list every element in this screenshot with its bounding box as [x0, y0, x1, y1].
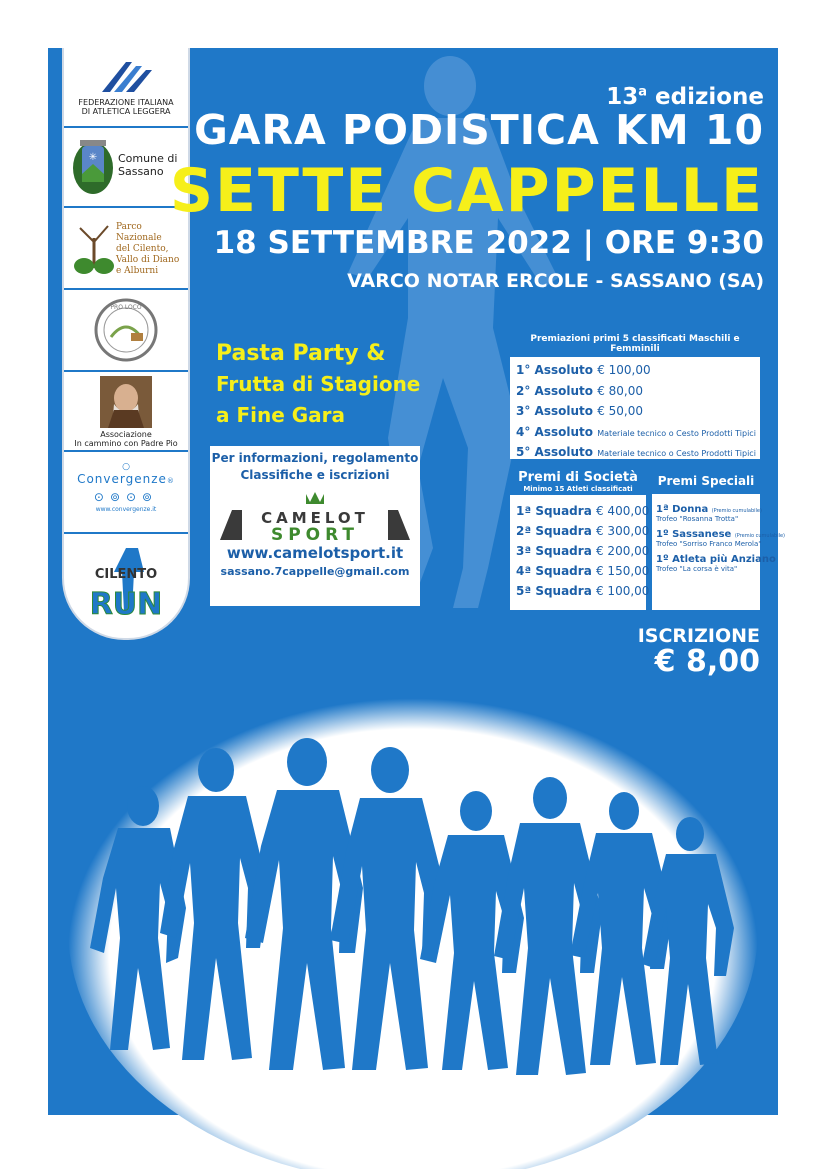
comune-line1: Comune di [118, 152, 178, 165]
brand-line2: SPORT [270, 525, 360, 545]
prize-position: 5° [516, 445, 531, 459]
prize-value: € 80,00 [597, 383, 643, 398]
comune-line2: Sassano [118, 165, 164, 178]
parco-text [116, 222, 188, 277]
team-label: Squadra [535, 564, 592, 578]
convergenze-name: Convergenze® [77, 472, 175, 486]
padre-pio-logo [64, 372, 188, 452]
proloco-logo [64, 290, 188, 372]
prize-value: € 50,00 [597, 404, 643, 418]
parco-line1: Parco Nazionale [116, 222, 162, 243]
special-trophy: Trofeo "Rosanna Trotta" [656, 515, 739, 523]
edition-label: 13$^a$ edizione [606, 84, 764, 110]
brand-line1: CAMELOT [261, 509, 369, 527]
prize-note: Materiale tecnico o Cesto Prodotti Tipici [597, 449, 756, 458]
team-position: 5ª [516, 584, 532, 598]
team-label: Squadra [535, 544, 592, 558]
individual-prizes-header: Premiazioni primi 5 classificati Maschili e Femminili [510, 331, 760, 357]
prize-label: Assoluto [534, 404, 593, 418]
special-title: 1º Sassanese [656, 529, 732, 540]
team-value: € 150,00 [595, 564, 650, 578]
team-position: 3ª [516, 544, 532, 558]
team-prizes-box [510, 468, 650, 610]
team-prize-row [516, 561, 650, 581]
prize-label: Assoluto [534, 445, 593, 459]
cilento-text: CILENTO [94, 567, 158, 582]
padre-pio-line2: In cammino con Padre Pio [74, 439, 178, 448]
fidal-logo [64, 48, 188, 128]
team-label: Squadra [535, 584, 592, 598]
event-date: 18 SETTEMBRE 2022 | ORE 9:30 [213, 225, 764, 261]
special-prizes-box [652, 468, 786, 610]
sponsor-sidebar [62, 48, 190, 640]
team-position: 1ª [516, 504, 532, 518]
prize-position: 1° [516, 363, 531, 377]
registration-block [638, 626, 760, 678]
padre-pio-portrait-icon [100, 376, 152, 428]
prize-label: Assoluto [534, 424, 593, 439]
special-note: (Premio cumulabile) [734, 533, 786, 539]
prize-position: 4° [516, 424, 531, 439]
prize-note: Materiale tecnico o Cesto Prodotti Tipici [597, 428, 756, 438]
team-value: € 400,00 [595, 504, 650, 518]
proloco-text: PRO LOCO [110, 304, 142, 311]
special-prize-row [656, 504, 762, 523]
team-prizes-subtitle: Minimo 15 Atleti classificati [523, 485, 633, 493]
special-title: 1º Atleta più Anziano [656, 554, 776, 565]
run-text: RUN [89, 587, 163, 622]
individual-prize-row [516, 423, 754, 444]
team-prize-row [516, 541, 650, 561]
team-prize-row [516, 581, 650, 601]
parco-line3: Vallo di Diano [116, 255, 180, 265]
team-label: Squadra [535, 524, 592, 538]
parco-line4: e Alburni [116, 266, 159, 276]
special-title: 1ª Donna [656, 504, 709, 515]
parco-plant-icon [72, 218, 116, 280]
cilento-run-emblem-icon [86, 542, 166, 622]
team-position: 4ª [516, 564, 532, 578]
fidal-line2: DI ATLETICA LEGGERA [81, 107, 171, 116]
special-prize-row [656, 554, 776, 573]
camelot-crown-icon [220, 490, 410, 545]
comune-crest-icon [70, 136, 116, 196]
comune-text [118, 152, 177, 178]
pasta-party-text [216, 338, 420, 431]
website-link[interactable]: www.camelotsport.it [226, 544, 404, 562]
special-prizes-header: Premi Speciali [652, 468, 760, 494]
registration-label: ISCRIZIONE [637, 625, 760, 647]
team-label: Squadra [535, 504, 592, 518]
convergenze-bubble-icon: ○ [122, 462, 130, 472]
individual-prize-row [516, 382, 754, 403]
email-link[interactable]: sassano.7cappelle@gmail.com [220, 565, 410, 578]
cilento-run-logo [64, 534, 188, 634]
convergenze-logo [64, 452, 188, 534]
prize-label: Assoluto [534, 383, 593, 398]
fidal-line1: FEDERAZIONE ITALIANA [78, 98, 174, 107]
svg-text:✳: ✳ [88, 152, 98, 163]
fidal-emblem-icon [96, 58, 156, 96]
info-heading-line2: Classifiche e iscrizioni [240, 468, 390, 482]
prize-position: 2° [516, 383, 531, 398]
team-value: € 300,00 [595, 524, 650, 538]
special-trophy: Trofeo "La corsa è vita" [656, 565, 738, 573]
pasta-line3: a Fine Gara [216, 403, 346, 427]
individual-prizes-box [510, 331, 760, 459]
info-heading [210, 450, 420, 484]
pasta-line2: Frutta di Stagione [216, 372, 421, 396]
parco-line2: del Cilento, [116, 244, 169, 254]
convergenze-url: www.convergenze.it [95, 506, 157, 513]
team-value: € 100,00 [595, 584, 650, 598]
camelot-sport-logo [220, 490, 410, 545]
padre-pio-line1: Associazione [100, 430, 152, 439]
team-value: € 200,00 [595, 544, 650, 558]
prize-label: Assoluto [534, 363, 593, 377]
poster [48, 48, 786, 1115]
individual-prize-row [516, 443, 754, 464]
proloco-emblem-icon [93, 297, 159, 363]
info-heading-line1: Per informazioni, regolamento [211, 451, 419, 465]
team-prize-row [516, 501, 650, 521]
event-location: VARCO NOTAR ERCOLE - SASSANO (SA) [347, 270, 764, 292]
registration-price: € 8,00 [654, 644, 760, 679]
convergenze-icons: ⊙⊚⊙⊚ [93, 490, 159, 504]
team-prize-row [516, 521, 650, 541]
team-prizes-header [510, 468, 646, 495]
race-title: GARA PODISTICA KM 10 [194, 106, 764, 154]
prize-value: € 100,00 [597, 363, 651, 377]
individual-prize-row [516, 402, 754, 423]
team-prizes-title: Premi di Società [518, 470, 638, 485]
info-box [210, 446, 420, 606]
special-prize-row [656, 529, 786, 548]
special-trophy: Trofeo "Sorriso Franco Merola" [656, 540, 762, 548]
individual-prize-row [516, 361, 754, 382]
prize-position: 3° [516, 404, 531, 418]
pasta-line1: Pasta Party & [216, 341, 386, 366]
padre-pio-text [64, 430, 188, 448]
event-name: SETTE CAPPELLE [169, 156, 764, 226]
special-note: (Premio cumulabile) [711, 508, 762, 514]
team-position: 2ª [516, 524, 532, 538]
